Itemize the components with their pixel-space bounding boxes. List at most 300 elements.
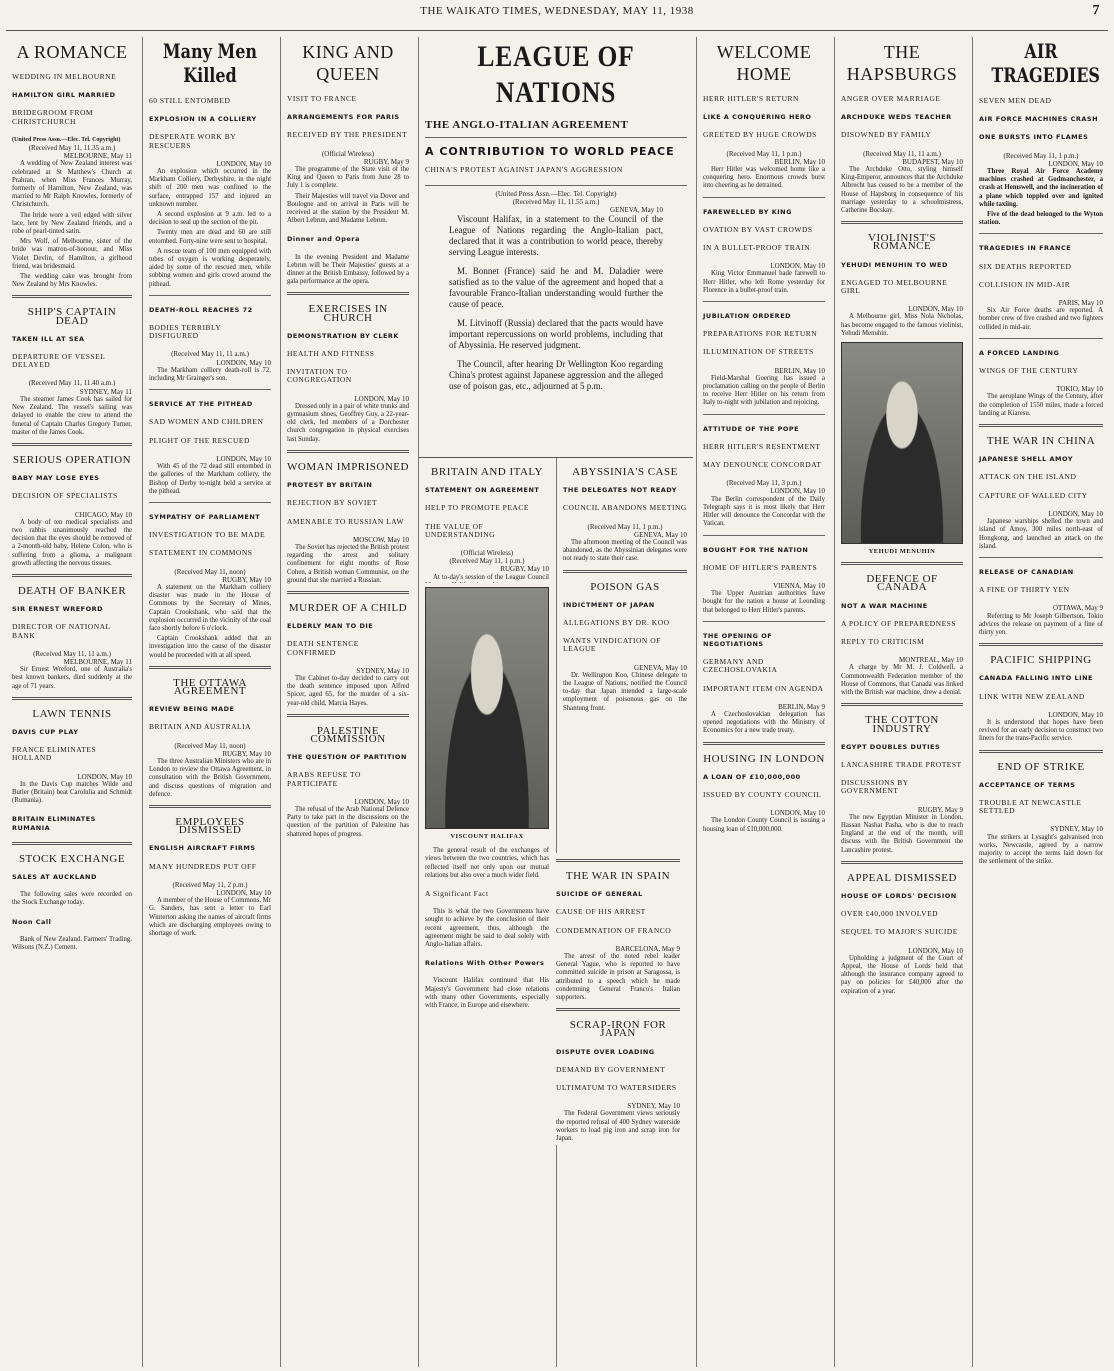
article-paragraph: At to-day's session of the League Council <box>433 573 549 581</box>
dateline: SYDNEY, May 10 <box>627 1102 680 1111</box>
deck: TRAGEDIES IN FRANCE <box>979 244 1072 253</box>
subheadline: A CONTRIBUTION TO WORLD PEACE <box>425 145 675 159</box>
deck: DEATH-ROLL REACHES 72 <box>149 305 253 314</box>
subhead: A Significant Fact <box>425 889 489 899</box>
deck: SUICIDE OF GENERAL <box>556 890 643 899</box>
dateline: BARCELONA, May 9 <box>615 944 680 953</box>
deck: DECISION OF SPECIALISTS <box>12 491 118 501</box>
headline: ABYSSINIA'S CASE <box>572 466 678 478</box>
article-paragraph: A member of the House of Commons, Mr G. Sanders, has sent a letter to Earl Winterton asking the names of aircraft firms which are discharging employees owing to shortage of work. <box>149 897 271 938</box>
deck: RELEASE OF CANADIAN <box>979 567 1074 576</box>
received-line: (Received May 11, 1 p.m.) <box>1003 151 1079 160</box>
received-line: (Received May 11, 11 a.m.) <box>171 350 249 359</box>
article-paragraph: The new Egyptian Minister in London, Hassan Nashat Pasha, who is due to reach England at the end of the month, will discuss with the British Government the Lancashire protest. <box>841 813 963 854</box>
article-paragraph: The Archduke Otto, styling himself King-Emperor, announces that the Archduke Albrecht has ceased to be a member of the House of Hapsburg in consequence of his marriage yesterday to a schoolmistress, Catherine Bocskay. <box>841 166 963 215</box>
deck: BRITAIN ELIMINATES RUMANIA <box>12 815 96 832</box>
article-paragraph: Referring to Mr Joseph Gilbertson, Tokio advices the release on payment of a fine of thirty yen. <box>979 612 1103 636</box>
dateline: RUGBY, May 9 <box>917 805 963 814</box>
dateline: LONDON, May 10 <box>1048 159 1103 168</box>
divider <box>979 338 1103 339</box>
dateline: RUGBY, May 10 <box>222 749 271 758</box>
deck: ILLUMINATION OF STREETS <box>703 347 814 357</box>
headline-air-tragedies: AIR TRAGEDIES <box>991 39 1100 87</box>
deck: CONDEMNATION OF FRANCO <box>556 925 672 935</box>
deck: INVITATION TO CONGREGATION <box>287 367 352 385</box>
article-paragraph: The programme of the State visit of the King and Queen to Paris from June 28 to July 1 is complete. <box>287 166 409 190</box>
column-2 <box>142 37 277 1367</box>
dateline: RUGBY, May 10 <box>500 565 549 574</box>
dateline: RUGBY, May 10 <box>222 575 271 584</box>
deck: STATEMENT ON AGREEMENT <box>425 486 540 495</box>
deck: COLLISION IN MID-AIR <box>979 279 1071 289</box>
received-line: (Received May 11, 2 p.m.) <box>172 880 248 889</box>
dateline: SYDNEY, May 11 <box>79 387 132 396</box>
deck: SEQUEL TO MAJOR'S SUICIDE <box>841 927 958 937</box>
deck: TROUBLE AT NEWCASTLE SETTLED <box>979 797 1082 816</box>
deck: ARABS REFUSE TO PARTICIPATE <box>287 770 361 788</box>
received-line: (Received May 11, 11.35 a.m.) <box>28 144 116 153</box>
received-line: (Received May 11, 11.55 a.m.) <box>512 197 600 206</box>
dateline: BERLIN, May 10 <box>774 157 825 166</box>
photo-caption: VISCOUNT HALIFAX <box>450 833 524 840</box>
article-paragraph: Viscount Halifax, in a statement to the Council of the League of Nations regarding the Anglo-Italian pact, declared that it was a contribution to world peace, thereby serving League interests. <box>449 214 663 258</box>
article-paragraph: The Berlin correspondent of the Daily Telegraph says it is most likely that Herr Hitler will denounce the Concordat with the Vatican. <box>703 495 825 528</box>
headline: DEATH OF BANKER <box>17 584 127 597</box>
headline: POISON GAS <box>590 580 660 593</box>
dateline: LONDON, May 10 <box>354 797 409 806</box>
deck: BABY MAY LOSE EYES <box>12 474 100 483</box>
divider <box>149 666 271 669</box>
deck: A FORCED LANDING <box>979 348 1060 357</box>
received-line: (Received May 11, 11 a.m.) <box>33 649 111 658</box>
deck: ULTIMATUM TO WATERSIDERS <box>556 1083 677 1093</box>
divider <box>12 842 132 845</box>
article-paragraph: Five of the dead belonged to the Wyton station. <box>979 211 1103 227</box>
article-paragraph: With 45 of the 72 dead still entombed in the galleries of the Markham colliery, the Bishop of Derby to-night held a service at the pithead. <box>149 463 271 495</box>
deck: WANTS VINDICATION OF LEAGUE <box>563 636 661 654</box>
deck: ISSUED BY COUNTY COUNCIL <box>703 789 822 799</box>
deck: STATEMENT IN COMMONS <box>149 548 253 558</box>
article-paragraph: The London County Council is issuing a housing loan of £10,000,000. <box>703 817 825 833</box>
divider <box>556 859 680 862</box>
dateline: GENEVA, May 10 <box>634 530 687 539</box>
deck: DISPUTE OVER LOADING <box>556 1047 655 1056</box>
headline: THE WAR IN SPAIN <box>565 870 671 882</box>
deck: BRITAIN AND AUSTRALIA <box>149 722 251 732</box>
deck: INVESTIGATION TO BE MADE <box>149 530 266 540</box>
deck: HOME OF HITLER'S PARENTS <box>703 562 818 572</box>
deck: GREETED BY HUGE CROWDS <box>703 130 817 140</box>
deck: RECEIVED BY THE PRESIDENT <box>287 130 408 140</box>
deck: AMENABLE TO RUSSIAN LAW <box>287 516 405 526</box>
deck: PLIGHT OF THE RESCUED <box>149 435 250 445</box>
deck: PREPARATIONS FOR RETURN <box>703 329 818 339</box>
deck: ANGER OVER MARRIAGE <box>841 94 941 103</box>
viscount-halifax-photo <box>425 587 549 829</box>
divider <box>287 292 409 295</box>
article-paragraph: The bride wore a veil edged with silver lace, lent by New Zealand friends, and a robe of pearl-tinted satin. <box>12 211 132 236</box>
divider <box>425 185 687 186</box>
headline-many-men-killed: Many Men Killed <box>162 39 258 87</box>
deck: THE DELEGATES NOT READY <box>563 486 677 495</box>
dateline: LONDON, May 10 <box>354 394 409 403</box>
deck: DESPERATE WORK BY RESCUERS <box>149 132 236 150</box>
article-paragraph: In the evening President and Madame Lebrun will be Their Majesties' guests at a dinner at the British Embassy, followed by a gala performance at the opera. <box>287 253 409 286</box>
dateline: OTTAWA, May 9 <box>1052 604 1103 613</box>
divider <box>287 591 409 594</box>
deck: OVER £40,000 INVOLVED <box>841 909 939 919</box>
deck: INDICTMENT OF JAPAN <box>563 600 655 609</box>
headline: WOMAN IMPRISONED <box>287 460 409 473</box>
headline: EXERCISES IN CHURCH <box>308 303 388 324</box>
column-4-league <box>418 37 693 1367</box>
wire-credit: (Official Wireless) <box>321 149 375 158</box>
divider <box>979 233 1103 234</box>
article-paragraph: Field-Marshal Goering has issued a proclamation calling on the people of Berlin to receive Herr Hitler on his return from Italy to-night with jubilation and rejoicing. <box>703 374 825 407</box>
deck: THE QUESTION OF PARTITION <box>287 753 407 762</box>
article-paragraph: Three Royal Air Force Academy machines crashed at Godmanchester, a crash at Hemswell, and the incineration of a plane which toppled over and ignited while taxiing. <box>979 168 1103 208</box>
deck: ATTITUDE OF THE POPE <box>703 424 800 433</box>
article-paragraph: Their Majesties will travel via Dover and Boulogne and on arrival in Paris will be received at the station by the President M. Albert Lebrun, and Madame Lebrun. <box>287 192 409 225</box>
divider <box>12 574 132 577</box>
deck: A FINE OF THIRTY YEN <box>979 585 1070 595</box>
article-paragraph: It is understood that hopes have been revived for an early decision to construct two liners for the trans-Pacific service. <box>979 718 1103 743</box>
divider <box>841 861 963 864</box>
column-7 <box>972 37 1109 1367</box>
headline: THE COTTON INDUSTRY <box>865 714 939 735</box>
deck: EGYPT DOUBLES DUTIES <box>841 742 941 751</box>
divider <box>149 295 271 296</box>
deck: DIRECTOR OF NATIONAL BANK <box>12 622 111 640</box>
divider <box>12 443 132 446</box>
article-paragraph: The strikers at Lysaght's galvanised iron works, Newcastle, agreed by a narrow majority to accept the terms laid down for the settlement of the strike. <box>979 833 1103 866</box>
deck: DEATH SENTENCE CONFIRMED <box>287 639 359 657</box>
deck: IN A BULLET-PROOF TRAIN <box>703 243 811 253</box>
deck: HEALTH AND FITNESS <box>287 349 375 359</box>
headline: SHIP'S CAPTAIN DEAD <box>27 306 117 327</box>
headline-the-hapsburgs: THE HAPSBURGS <box>846 42 958 84</box>
dateline: MOSCOW, May 10 <box>353 535 409 544</box>
divider <box>841 703 963 706</box>
deck: REJECTION BY SOVIET <box>287 498 378 508</box>
article-paragraph: A Melbourne girl, Miss Nola Nicholas, has become engaged to the famous violinist, Yehudi Menuhin. <box>841 313 963 337</box>
headline: VIOLINIST'S ROMANCE <box>868 232 936 253</box>
deck: ARCHDUKE WEDS TEACHER <box>841 113 952 122</box>
dateline: BERLIN, May 10 <box>774 366 825 375</box>
article-paragraph: The Cabinet to-day decided to carry out the death sentence imposed upon Alfred Spicer, aged 65, for the murder of a six-year-old child, Marcia Hayes. <box>287 674 409 707</box>
deck: NOT A WAR MACHINE <box>841 601 928 610</box>
headline: DEFENCE OF CANADA <box>866 573 938 594</box>
headline: THE WAR IN CHINA <box>986 435 1096 448</box>
article-paragraph: The Upper Austrian authorities have bought for the nation a house at Leonding that belonged to Herr Hitler's parents. <box>703 590 825 614</box>
deck: LIKE A CONQUERING HERO <box>703 113 812 122</box>
deck: ARRANGEMENTS FOR PARIS <box>287 113 400 122</box>
dateline: LONDON, May 10 <box>908 946 963 955</box>
dateline: LONDON, May 10 <box>216 454 271 463</box>
divider <box>703 742 825 745</box>
deck: HERR HITLER'S RETURN <box>703 94 799 103</box>
article-paragraph: Japanese warships shelled the town and island of Amoy, 300 miles north-east of Hongkong, and launched an attack on the island. <box>979 518 1103 550</box>
divider <box>563 570 687 573</box>
article-paragraph: The arrest of the noted rebel leader General Yague, who is reported to have committed suicide in prison at Saragossa, is attributed to a speech which he made condemning General Franco's Italian supporters. <box>556 953 680 1002</box>
deck: CHINA'S PROTEST AGAINST JAPAN'S AGGRESSION <box>425 165 623 175</box>
dateline: RUGBY, May 9 <box>363 157 409 166</box>
divider <box>149 805 271 808</box>
received-line: (Received May 11, noon) <box>174 741 246 750</box>
dateline: BERLIN, May 9 <box>778 702 825 711</box>
deck: DEMAND BY GOVERNMENT <box>556 1064 666 1074</box>
article-paragraph: The aeroplane Wings of the Century, after the completion of 1550 miles, made a forced landing at Kiaresu. <box>979 393 1103 417</box>
deck: SYMPATHY OF PARLIAMENT <box>149 512 261 521</box>
received-line: (Received May 11, 11.40 a.m.) <box>28 379 116 388</box>
masthead <box>0 0 1114 30</box>
lead-story <box>425 214 687 392</box>
deck: WINGS OF THE CENTURY <box>979 366 1079 376</box>
divider <box>841 221 963 224</box>
column-1 <box>6 37 138 1367</box>
article-paragraph: The three Australian Ministers who are in London to review the Ottawa Agreement, in consultation with the British Government, and discuss questions of migration and defence. <box>149 757 271 798</box>
deck: THE OPENING OF NEGOTIATIONS <box>703 631 773 648</box>
divider <box>979 750 1103 753</box>
headline: APPEAL DISMISSED <box>847 871 957 884</box>
deck: Noon Call <box>12 917 52 926</box>
article-paragraph: Viscount Halifax continued that His Majesty's Government had close relations with many other Governments, especially with France, in Europe and elsewhere. <box>425 977 549 1010</box>
article-paragraph: A wedding of New Zealand interest was celebrated at St Matthew's Church at Prahran, when Miss Frances Murray, formerly of Hamilton, New Zealand, was married to Mr Ralph Knowles, formerly of Christchurch. <box>12 160 132 209</box>
received-line: (Received May 11, 1 p.m.) <box>587 522 663 531</box>
article-paragraph: Dr. Wellington Koo, Chinese delegate to the League of Nations, notified the Council to-day that Japan intended a large-scale employment of poisonous gas on the Shantung front. <box>563 671 687 712</box>
divider <box>703 535 825 536</box>
article-paragraph: Twenty men are dead and 60 are still entombed. Forty-nine were sent to hospital. <box>149 229 271 245</box>
divider <box>149 502 271 503</box>
divider <box>149 389 271 390</box>
article-paragraph: M. Litvinoff (Russia) declared that the pacts would have important repercussions on world problems, including that of Abyssinia. He reserved judgment. <box>449 318 663 351</box>
article-paragraph: The afternoon meeting of the Council was abandoned, as the Abyssinian delegates were not ready to state their case. <box>563 539 687 563</box>
article-paragraph: A statement on the Markham colliery disaster was made in the House of Commons by the Secretary of Mines, Captain Crookshank, who said that the explosion occurred in the vicinity of the coal face shortly before 6 o'clock. <box>149 583 271 632</box>
dateline: BUDAPEST, May 10 <box>902 157 963 166</box>
deck: TAKEN ILL AT SEA <box>12 334 85 343</box>
article-paragraph: A Czechoslovakian delegation has opened negotiations with the Ministry of Economics for a new trade treaty. <box>703 710 825 735</box>
article-paragraph: The Soviet has rejected the British protest regarding the arrest and solitary confinement for eight months of Rose Cohen, a British woman Communist, on the ground that she married a Russian. <box>287 543 410 584</box>
deck: DAVIS CUP PLAY <box>12 727 79 736</box>
received-line: (Received May 11, 3 p.m.) <box>726 479 802 488</box>
deck: OVATION BY VAST CROWDS <box>703 224 813 234</box>
article-paragraph: The refusal of the Arab National Defence Party to take part in the discussions on the question of the partition of Palestine has shattered hopes of progress. <box>287 805 409 838</box>
deck: HOUSE OF LORDS' DECISION <box>841 891 957 900</box>
column-6 <box>834 37 969 1367</box>
headline: SERIOUS OPERATION <box>12 453 132 466</box>
headline: MURDER OF A CHILD <box>288 601 408 614</box>
headline: HOUSING IN LONDON <box>703 752 825 765</box>
headline: THE OTTAWA AGREEMENT <box>173 676 247 697</box>
deck: PROTEST BY BRITAIN <box>287 481 373 490</box>
deck: A LOAN OF £10,000,000 <box>703 772 801 781</box>
deck: ONE BURSTS INTO FLAMES <box>979 133 1089 142</box>
article-paragraph: A rescue team of 100 men equipped with tubes of oxygen is working desperately, aided by some of the rescued men, while sobbing women and girls crowd around the pithead. <box>149 247 271 288</box>
article-paragraph: In the Davis Cup matches Wilde and Butler (Britain) beat Carolulia and Schmidt (Rumania). <box>12 780 132 805</box>
deck: SIX DEATHS REPORTED <box>979 261 1072 271</box>
received-line: (Received May 11, 1 p.m.) <box>449 557 525 566</box>
article-paragraph: Captain Crookshank added that an investigation into the cause of the disaster would be proceeded with at all speed. <box>149 635 271 659</box>
wire-credit: (Official Wireless) <box>460 549 514 558</box>
deck: SALES AT AUCKLAND <box>12 873 97 881</box>
dateline: MONTREAL, May 10 <box>899 656 963 665</box>
divider <box>556 1008 680 1011</box>
article-paragraph: King Victor Emmanuel bade farewell to Herr Hitler, who left Rome yesterday for Florence in a bullet-proof train. <box>703 270 825 294</box>
divider <box>703 621 825 622</box>
dateline: CHICAGO, May 10 <box>75 510 132 519</box>
divider <box>841 562 963 565</box>
deck: SIR ERNEST WREFORD <box>12 605 104 614</box>
deck: FRANCE ELIMINATES HOLLAND <box>12 745 97 763</box>
deck: JAPANESE SHELL AMOY <box>979 455 1074 464</box>
divider <box>703 414 825 415</box>
headline-king-and-queen: KING AND QUEEN <box>302 42 394 84</box>
deck: VISIT TO FRANCE <box>287 94 357 103</box>
page-number: 7 <box>1092 3 1100 18</box>
dateline: VIENNA, May 10 <box>773 581 825 590</box>
deck: HERR HITLER'S RESENTMENT <box>703 441 821 451</box>
dateline: LONDON, May 10 <box>216 358 271 367</box>
masthead-title: THE WAIKATO TIMES, WEDNESDAY, MAY 11, 1938 <box>420 5 694 17</box>
headline: EMPLOYEES DISMISSED <box>175 815 245 837</box>
received-line: (Received May 11, 1 p.m.) <box>726 149 802 158</box>
article-paragraph: The Markham colliery death-roll is 72, including Mr Grainger's son. <box>149 366 271 383</box>
divider <box>979 643 1103 646</box>
headline-welcome-home: WELCOME HOME <box>716 42 812 84</box>
deck: BRIDEGROOM FROM CHRISTCHURCH <box>12 108 94 126</box>
deck: LANCASHIRE TRADE PROTEST <box>841 759 962 769</box>
article-paragraph: The wedding cake was brought from New Zealand by Mrs Knowles. <box>12 273 132 289</box>
deck: REPLY TO CRITICISM <box>841 637 925 647</box>
deck: DISOWNED BY FAMILY <box>841 130 932 140</box>
deck: YEHUDI MENUHIN TO WED <box>841 260 948 269</box>
deck: IMPORTANT ITEM ON AGENDA <box>703 683 824 693</box>
divider <box>425 137 687 138</box>
deck: AIR FORCE MACHINES CRASH <box>979 115 1099 124</box>
deck: CAUSE OF HIS ARREST <box>556 907 646 917</box>
deck: SEVEN MEN DEAD <box>979 96 1052 105</box>
article-paragraph: M. Bonnet (France) said he and M. Daladier were satisfied as to the value of the agreement and hoped that a favourable Franco-Italian understanding would further the cause of peace. <box>449 266 663 310</box>
deck: JUBILATION ORDERED <box>703 312 792 321</box>
column-5 <box>696 37 831 1367</box>
article-paragraph: This is what the two Governments have sought to achieve by the conclusion of their recent agreement, thus, although the agreement might be said to deal solely with Anglo-Italian affairs. <box>425 908 549 949</box>
deck: DEMONSTRATION BY CLERK <box>287 331 399 340</box>
deck: ATTACK ON THE ISLAND <box>979 472 1077 482</box>
deck: ACCEPTANCE OF TERMS <box>979 780 1076 789</box>
divider <box>979 424 1103 427</box>
article-paragraph: Upholding a judgment of the Court of Appeal, the House of Lords held that although the insurance company agreed to pay on policies for £40,000 after the expiration of a year. <box>841 954 963 995</box>
deck: SERVICE AT THE PITHEAD <box>149 400 253 409</box>
dateline: LONDON, May 10 <box>1048 710 1103 719</box>
deck: EXPLOSION IN A COLLIERY <box>149 115 257 124</box>
photo-caption: YEHUDI MENUHIN <box>868 548 936 556</box>
received-line: (Received May 11, 11 a.m.) <box>863 149 941 158</box>
deck: REVIEW BEING MADE <box>149 705 235 714</box>
newspaper-columns <box>6 30 1108 1367</box>
dateline: LONDON, May 10 <box>908 305 963 314</box>
headline: SCRAP-IRON FOR JAPAN <box>569 1019 667 1040</box>
deck: CAPTURE OF WALLED CITY <box>979 490 1088 500</box>
divider <box>703 301 825 302</box>
article-paragraph: The general result of the exchanges of views between the two countries, which has reflected itself not only upon our mutual relations but also over a much wider field. <box>425 847 549 879</box>
wire-credit: (United Press Assn.—Elec. Tel. Copyright) <box>12 136 121 143</box>
column-3 <box>280 37 415 1367</box>
headline-a-romance: A ROMANCE <box>16 42 128 62</box>
wire-credit: (United Press Assn.—Elec. Tel. Copyright) <box>495 189 617 198</box>
deck: WEDDING IN MELBOURNE <box>12 72 117 81</box>
deck: CANADA FALLING INTO LINE <box>979 674 1093 683</box>
deck: 60 STILL ENTOMBED <box>149 96 231 105</box>
dateline: GENEVA, May 10 <box>610 206 663 215</box>
dateline: LONDON, May 10 <box>770 809 825 818</box>
dateline: PARIS, May 10 <box>1058 299 1103 308</box>
divider <box>287 450 409 453</box>
headline-league-of-nations: LEAGUE OF NATIONS <box>477 40 635 109</box>
article-paragraph: A second explosion at 9 a.m. led to a decision to seal up the section of the pit. <box>149 211 271 227</box>
dateline: LONDON, May 10 <box>216 889 271 897</box>
dateline: LONDON, May 10 <box>216 159 271 168</box>
headline: END OF STRIKE <box>997 760 1085 773</box>
article-paragraph: The steamer James Cook has sailed for New Zealand. The vessel's sailing was delayed to enable the crew to attend the funeral of Captain Charles Gregory Turner, master of the James Cook. <box>12 395 132 436</box>
deck: ENGAGED TO MELBOURNE GIRL <box>841 277 948 296</box>
dateline: GENEVA, May 10 <box>634 663 687 672</box>
deck: HELP TO PROMOTE PEACE <box>425 503 529 513</box>
headline: STOCK EXCHANGE <box>18 852 126 865</box>
deck: HAMILTON GIRL MARRIED <box>12 91 116 100</box>
deck: COUNCIL ABANDONS MEETING <box>563 503 687 513</box>
article-paragraph: Bank of New Zealand. Farmers' Trading. Wilsons (N.Z.) Cement. <box>12 935 132 952</box>
deck: ENGLISH AIRCRAFT FIRMS <box>149 844 256 853</box>
article-paragraph: The Federal Government views seriously the reported refusal of 400 Sydney waterside workers to load pig iron and scrap iron for Japan. <box>556 1110 680 1143</box>
article-paragraph: The Council, after hearing Dr Wellington Koo regarding China's protest against Japanese aggression and the alleged use of poison gas, etc., adjourned at 5 p.m. <box>449 359 663 392</box>
deck: SAD WOMEN AND CHILDREN <box>149 417 264 427</box>
dateline: TOKIO, May 10 <box>1056 385 1103 394</box>
received-line: (Received May 11, noon) <box>174 567 246 576</box>
dateline: MELBOURNE, May 11 <box>63 152 132 161</box>
headline: LAWN TENNIS <box>32 707 112 720</box>
subheadline: THE ANGLO-ITALIAN AGREEMENT <box>425 119 629 131</box>
dateline: MELBOURNE, May 11 <box>63 657 132 666</box>
subhead: Relations With Other Powers <box>425 959 545 968</box>
deck: MAY DENOUNCE CONCORDAT <box>703 460 822 470</box>
deck: FAREWELLED BY KING <box>703 207 792 216</box>
divider <box>12 697 132 700</box>
article-paragraph: Six Air Force deaths are reported. A bomber crew of five crashed and two fighters collided in mid-air. <box>979 307 1103 331</box>
dateline: LONDON, May 10 <box>77 772 132 781</box>
headline: BRITAIN AND ITALY <box>431 466 543 478</box>
deck: A POLICY OF PREPAREDNESS <box>841 618 957 628</box>
deck: ELDERLY MAN TO DIE <box>287 622 374 631</box>
deck: LINK WITH NEW ZEALAND <box>979 691 1085 701</box>
divider <box>12 295 132 298</box>
deck: BODIES TERRIBLY DISFIGURED <box>149 323 221 341</box>
article-paragraph: Mrs Wolf, of Melbourne, sister of the bride was matron-of-honour, and Miss Violet Devlin, of Hamilton, a girlhood friend, was bridesmaid. <box>12 238 132 270</box>
article-paragraph: Dressed only in a pair of white trunks and gymnasium shoes, Geoffrey Guy, a 22-year-old clerk, led members of a Dorchester church congregation in physical exercises last Sunday. <box>287 402 410 443</box>
article-paragraph: The following sales were recorded on the Stock Exchange today. <box>12 891 132 907</box>
deck: GERMANY AND CZECHOSLOVAKIA <box>703 657 778 675</box>
article-paragraph: Herr Hitler was welcomed home like a conquering hero. Enormous crowds burst into cheering as he detrained. <box>703 166 825 190</box>
dateline: SYDNEY, May 10 <box>356 666 409 675</box>
headline: PACIFIC SHIPPING <box>990 654 1092 667</box>
dateline: LONDON, May 10 <box>770 262 825 271</box>
divider <box>979 557 1103 558</box>
headline: PALESTINE COMMISSION <box>310 724 386 745</box>
divider <box>703 197 825 198</box>
article-paragraph: A charge by Mr M. J. Coldwell, a Commonwealth Federation member of the House of Commons, that Canada was linked with the British war machine, drew a denial. <box>841 664 963 697</box>
subhead: Dinner and Opera <box>287 235 360 244</box>
yehudi-menuhin-photo <box>841 342 963 544</box>
article-paragraph: An explosion which occurred in the Markham Colliery, Derbyshire, in the night shift of 200 men was confined to the surface, entrapped 157 and injured an unknown number. <box>149 168 271 208</box>
